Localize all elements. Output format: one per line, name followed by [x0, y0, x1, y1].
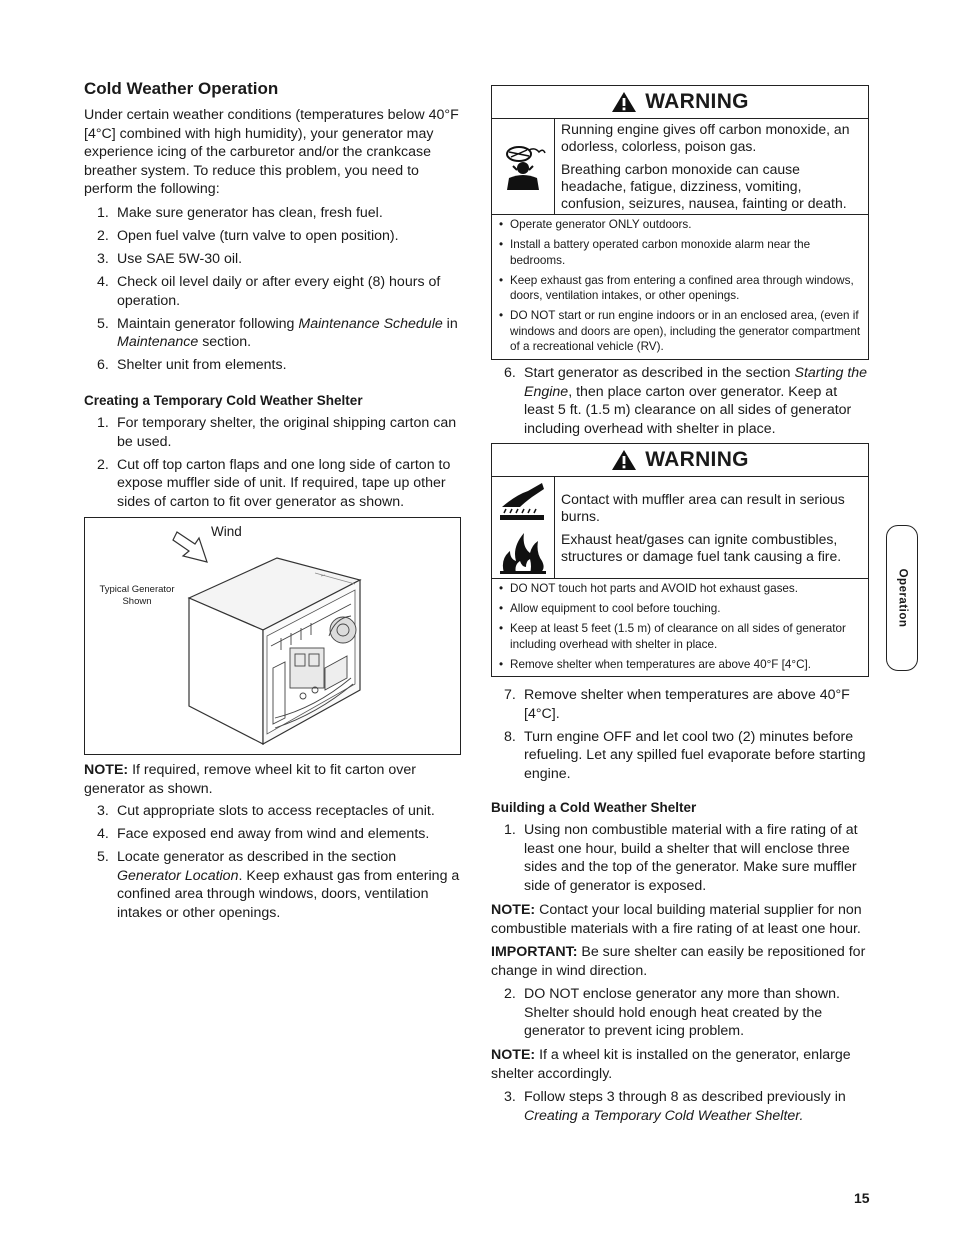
- note-wheel-kit-shelter: NOTE: If a wheel kit is installed on the generator, enlarge shelter accordingly.: [491, 1047, 851, 1082]
- carbon-monoxide-hazard-icon: [499, 142, 547, 192]
- temporary-shelter-steps: [84, 414, 462, 516]
- warning-header: [492, 444, 868, 477]
- warning-body: [492, 119, 868, 215]
- warning-bullets: [492, 215, 868, 359]
- wind-label: Wind: [211, 524, 242, 539]
- list-item: • Allow equipment to cool before touching.: [498, 601, 862, 617]
- building-step-2: [491, 985, 869, 1045]
- generator-shelter-figure: [84, 517, 461, 755]
- list-item: • Operate generator ONLY outdoors.: [498, 217, 862, 233]
- list-item: 3. Cut appropriate slots to access receptacles of unit.: [97, 803, 435, 819]
- list-item: 2. Open fuel valve (turn valve to open position).: [97, 228, 399, 244]
- list-item: 2. Cut off top carton flaps and one long side of carton to expose muffler side of unit. If required, tape up other sides of carton to fit over generator as shown.: [97, 456, 451, 510]
- building-step-3: [491, 1088, 869, 1130]
- list-item: • Keep at least 5 feet (1.5 m) of clearance on all sides of generator including overhead with shelter in place.: [498, 621, 862, 652]
- subheading-building-shelter: Building a Cold Weather Shelter: [491, 800, 697, 815]
- list-item: • DO NOT start or run engine indoors or in an enclosed area, (even if windows and doors are open), including the generator compartment of a recreational vehicle (RV).: [498, 308, 862, 355]
- list-item: 4. Face exposed end away from wind and elements.: [97, 826, 430, 842]
- fire-icon: [498, 529, 548, 575]
- warning-triangle-icon: [611, 91, 637, 113]
- important-note: IMPORTANT: Be sure shelter can easily be repositioned for change in wind direction.: [491, 944, 866, 979]
- subheading-temporary-shelter: Creating a Temporary Cold Weather Shelter: [84, 393, 363, 408]
- list-item: 5. Maintain generator following Maintenance Schedule in Maintenance section.: [97, 315, 458, 350]
- warning-box-burn-fire: [491, 443, 869, 677]
- warning-icons: [492, 119, 555, 214]
- intro-paragraph: Under certain weather conditions (temperatures below 40°F [4°C] combined with high humidity), your generator may experience icing of the carburetor and/or the crankcase breather system. To reduce this problem, you need to perform the following:: [84, 107, 459, 197]
- step-6: [491, 364, 869, 443]
- list-item: 4. Check oil level daily or after every eight (8) hours of operation.: [97, 274, 441, 309]
- cold-weather-steps: [84, 204, 462, 379]
- list-item: 7. Remove shelter when temperatures are above 40°F [4°C].: [504, 687, 850, 722]
- warning-paragraph: Contact with muffler area can result in serious burns.: [561, 491, 845, 525]
- warning-box-carbon-monoxide: [491, 85, 869, 360]
- list-item: • Install a battery operated carbon monoxide alarm near the bedrooms.: [498, 237, 862, 268]
- list-item: 3. Use SAE 5W-30 oil.: [97, 251, 243, 267]
- warning-message: [555, 477, 868, 578]
- list-item: 2. DO NOT enclose generator any more than shown. Shelter should hold enough heat created by the generator to prevent icing problem.: [504, 986, 840, 1039]
- list-item: 1. For temporary shelter, the original shipping carton can be used.: [97, 415, 457, 450]
- warning-paragraph: Exhaust heat/gases can ignite combustibles, structures or damage fuel tank causing a fire.: [561, 530, 842, 564]
- list-item: 3. Follow steps 3 through 8 as described previously in Creating a Temporary Cold Weather Shelter.: [504, 1089, 846, 1124]
- list-item: 6. Shelter unit from elements.: [97, 357, 287, 373]
- steps-7-8: [491, 686, 869, 788]
- section-side-tab: [886, 525, 918, 671]
- warning-body: [492, 477, 868, 579]
- warning-paragraph: Breathing carbon monoxide can cause headache, fatigue, dizziness, vomiting, confusion, seizures, nausea, fainting or death.: [561, 160, 847, 212]
- list-item: 1. Make sure generator has clean, fresh fuel.: [97, 205, 383, 221]
- list-item: 5. Locate generator as described in the section Generator Location. Keep exhaust gas from entering a confined area through windows, doors, ventilation intakes or other openings.: [97, 849, 460, 921]
- warning-title: WARNING: [645, 89, 749, 113]
- warning-bullets: [492, 579, 868, 676]
- warning-triangle-icon: [611, 449, 637, 471]
- warning-header: [492, 86, 868, 119]
- note-materials: NOTE: Contact your local building material supplier for non combustible materials with a fire rating of at least one hour.: [491, 902, 862, 937]
- section-heading: Cold Weather Operation: [84, 79, 279, 98]
- side-tab-label: Operation: [896, 568, 909, 628]
- list-item: 6. Start generator as described in the section Starting the Engine, then place carton over generator. Keep at least 5 ft. (1.5 m) clearance on all sides of generator including overhead with shelter in place.: [504, 365, 868, 437]
- list-item: • Keep exhaust gas from entering a confined area through windows, doors, ventilation intakes, or other openings.: [498, 273, 862, 304]
- warning-title: WARNING: [645, 447, 749, 471]
- warning-icons: [492, 477, 555, 578]
- temporary-shelter-steps-continued: [84, 802, 462, 927]
- warning-message: [555, 119, 868, 214]
- list-item: 8. Turn engine OFF and let cool two (2) minutes before refueling. Let any spilled fuel evaporate before starting engine.: [504, 728, 866, 782]
- page-number: 15: [854, 1190, 870, 1206]
- note-wheel-kit: NOTE: If required, remove wheel kit to fit carton over generator as shown.: [84, 762, 416, 797]
- hot-surface-burn-icon: [498, 481, 548, 525]
- list-item: • Remove shelter when temperatures are above 40°F [4°C].: [498, 657, 862, 673]
- building-step-1: [491, 821, 869, 900]
- generator-carton-illustration: [85, 518, 460, 754]
- wind-arrow-icon: [173, 532, 207, 562]
- list-item: 1. Using non combustible material with a fire rating of at least one hour, build a shelter that will enclose three sides and the top of the generator. Make sure muffler side of generator is exposed.: [504, 822, 858, 894]
- list-item: • DO NOT touch hot parts and AVOID hot exhaust gases.: [498, 581, 862, 597]
- figure-caption: Typical Generator Shown: [99, 584, 175, 607]
- warning-paragraph: Running engine gives off carbon monoxide, an odorless, colorless, poison gas.: [561, 121, 850, 155]
